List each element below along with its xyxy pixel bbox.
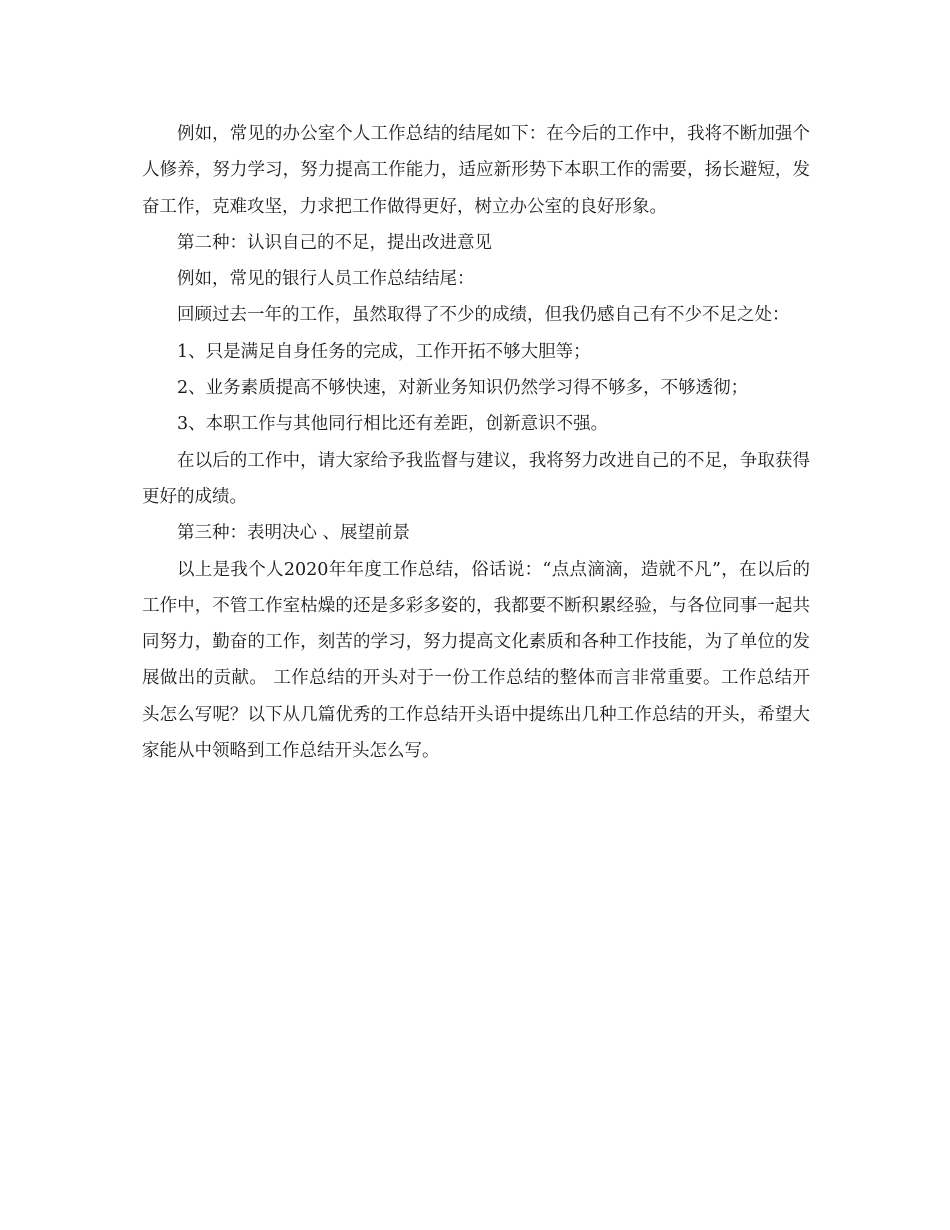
list-item-shortcoming-2: 2、业务素质提高不够快速，对新业务知识仍然学习得不够多，不够透彻； <box>177 378 749 399</box>
document-body <box>142 116 810 769</box>
heading-second-type: 第二种：认识自己的不足，提出改进意见 <box>177 232 492 253</box>
list-item-shortcoming-3: 3、本职工作与其他同行相比还有差距，创新意识不强。 <box>177 414 609 435</box>
paragraph-annual-summary: 以上是我个人2020年年度工作总结，俗话说：“点点滴滴，造就不凡”，在以后的工作中，不管工作室枯燥的还是多彩多姿的，我都要不断积累经验，与各位同事一起共同努力，勤奋的工作，刻苦的学习，努力提高文化素质和各种工作技能，为了单位的发展做出的贡献。 工作总结的开头对于一份工作总结的整体而言非常重要。工作总结开头怎么写呢？以下从几篇优秀的工作总结开头语中提练出几种工作总结的开头，希望大家能从中领略到工作总结开头怎么写。 <box>142 559 810 762</box>
list-item-shortcoming-1: 1、只是满足自身任务的完成，工作开拓不够大胆等； <box>177 341 591 362</box>
heading-third-type: 第三种：表明决心 、展望前景 <box>177 523 411 544</box>
paragraph-review-past-year: 回顾过去一年的工作，虽然取得了不少的成绩，但我仍感自己有不少不足之处： <box>177 305 790 326</box>
paragraph-bank-example-intro: 例如，常见的银行人员工作总结结尾： <box>177 269 475 290</box>
paragraph-office-closing-example: 例如，常见的办公室个人工作总结的结尾如下：在今后的工作中，我将不断加强个人修养，努力学习，努力提高工作能力，适应新形势下本职工作的需要，扬长避短，发奋工作，克难攻坚，力求把工作做得更好，树立办公室的良好形象。 <box>142 124 810 217</box>
paragraph-future-improvement: 在以后的工作中，请大家给予我监督与建议，我将努力改进自己的不足，争取获得更好的成绩。 <box>142 450 810 507</box>
